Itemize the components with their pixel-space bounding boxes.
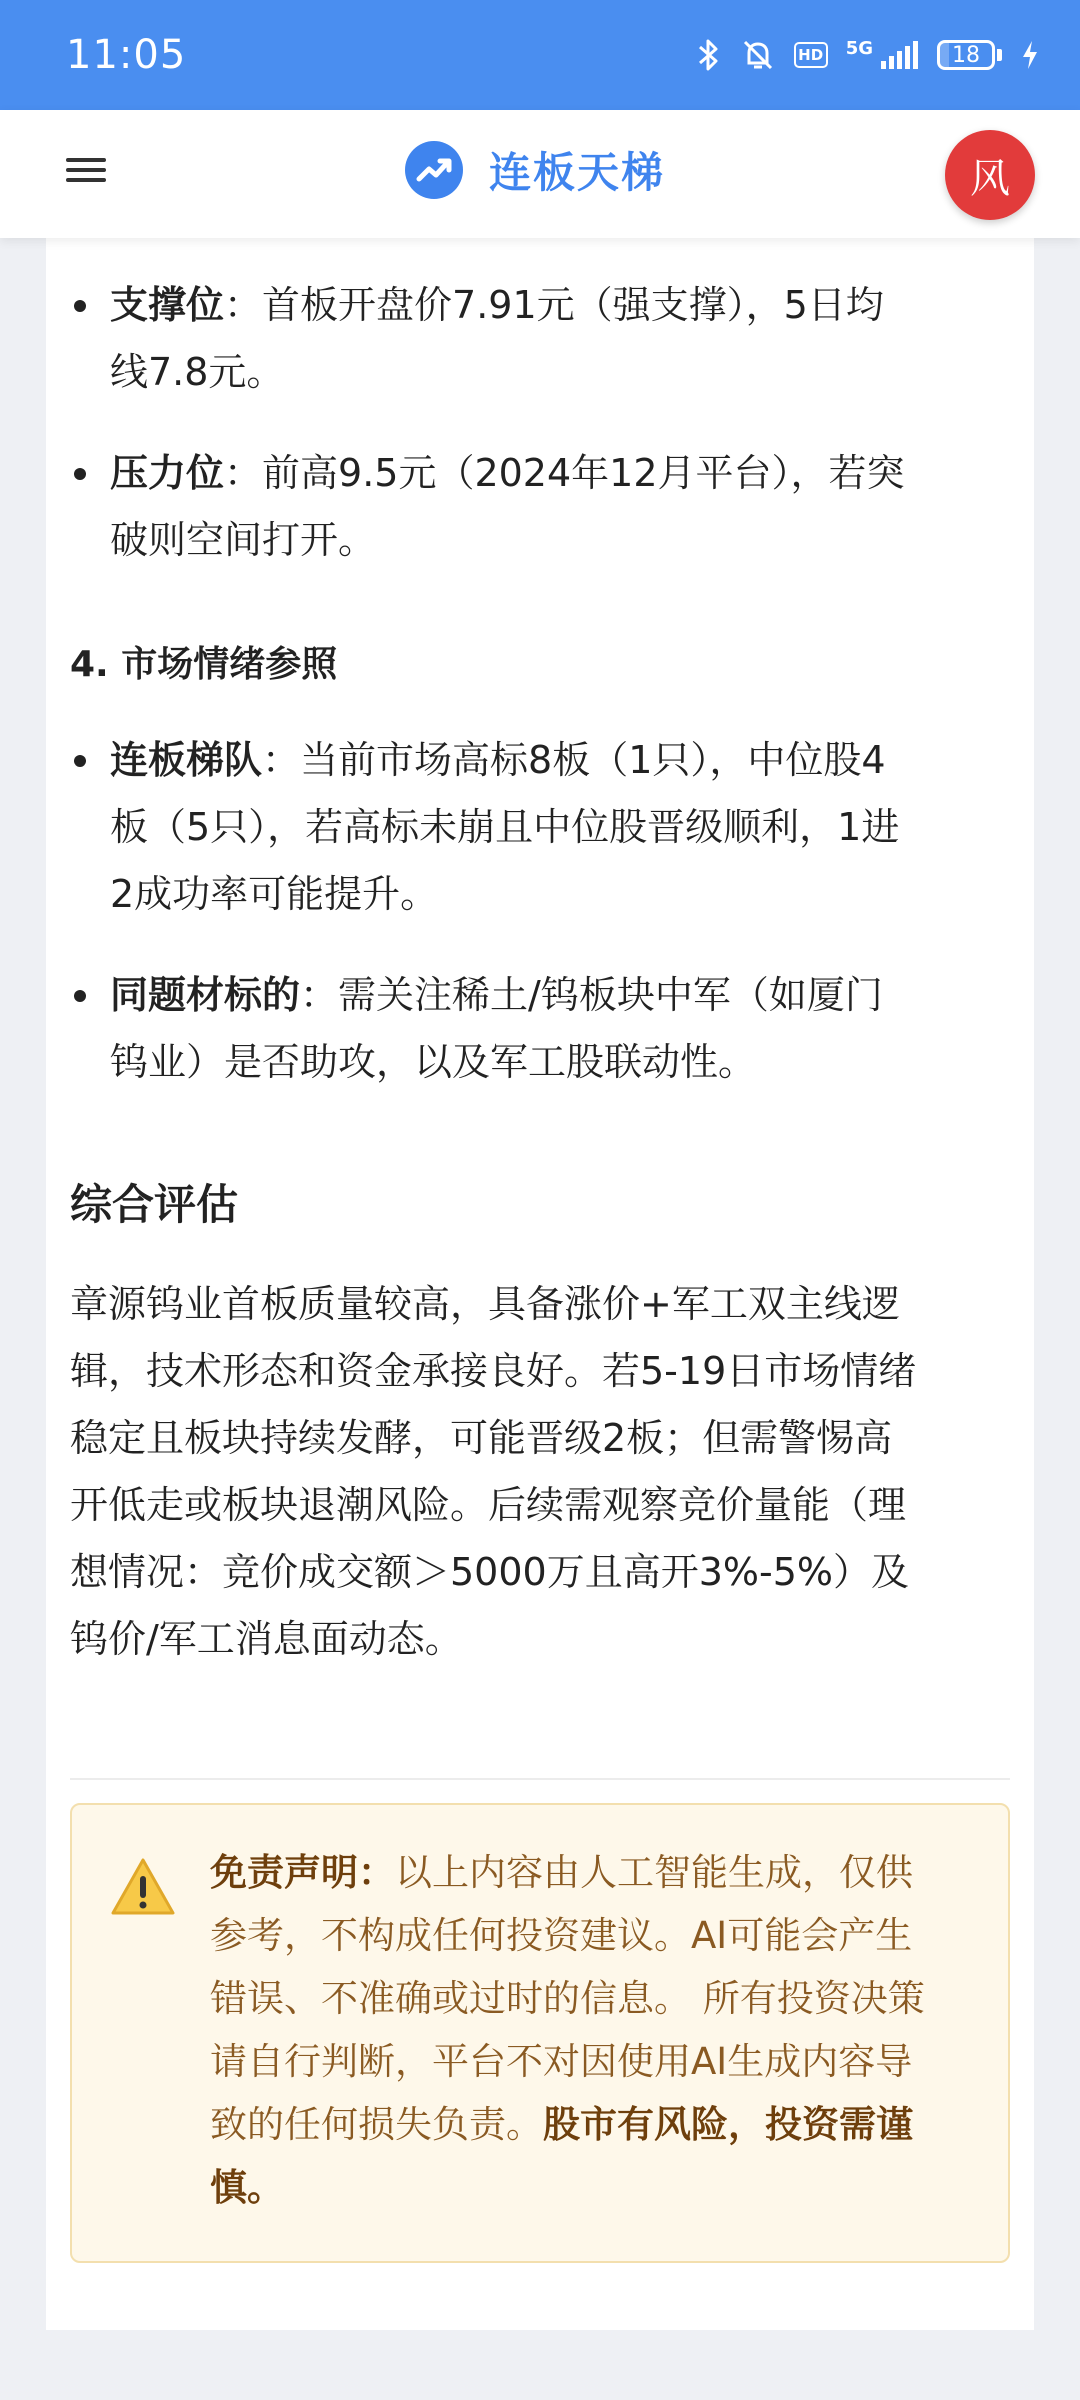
- summary-paragraph: [70, 1271, 1010, 1673]
- network-type: 5G: [845, 37, 873, 59]
- bullet-ladder: [110, 727, 1010, 928]
- avatar-text: 风: [970, 155, 1010, 202]
- status-time: 11:05: [66, 32, 187, 78]
- disclaimer-line3: 错误、不准确或过时的信息。 所有投资决策: [210, 1977, 925, 2020]
- peers-text-line1: ：需关注稀土/钨板块中军（如厦门: [300, 973, 883, 1017]
- avatar[interactable]: [945, 130, 1035, 220]
- divider: [70, 1778, 1010, 1780]
- hamburger-menu-icon[interactable]: [66, 152, 106, 192]
- support-label: 支撑位: [110, 283, 225, 327]
- ladder-text-line3: 2成功率可能提升。: [110, 872, 439, 916]
- disclaimer-emphasis1: 股市有风险，投资需谨: [543, 2103, 913, 2146]
- battery-icon: [937, 40, 1002, 70]
- header-brand: [405, 140, 665, 200]
- disclaimer-line2: 参考，不构成任何投资建议。AI可能会产生: [210, 1914, 913, 1957]
- pressure-text-line1: ：前高9.5元（2024年12月平台），若突: [224, 451, 905, 495]
- trend-chart-icon: [405, 141, 463, 199]
- support-text-line1: ：首板开盘价7.91元（强支撑），5日均: [224, 283, 884, 327]
- summary-line: 辑，技术形态和资金承接良好。若5-19日市场情绪: [70, 1349, 917, 1393]
- battery-level: 18: [952, 42, 980, 68]
- bullet-pressure: [110, 440, 1010, 574]
- pressure-label: 压力位: [110, 451, 225, 495]
- charging-icon: [1020, 39, 1040, 71]
- disclaimer-emphasis2: 慎。: [210, 2166, 284, 2209]
- summary-line: 想情况：竞价成交额＞5000万且高开3%-5%）及: [70, 1550, 909, 1594]
- bell-off-icon: [740, 37, 776, 73]
- app-header: [0, 110, 1080, 238]
- content-card: [46, 238, 1034, 2330]
- pressure-text-line2: 破则空间打开。: [110, 518, 377, 562]
- ladder-text-line1: ：当前市场高标8板（1只），中位股4: [262, 738, 886, 782]
- hd-icon: HD: [794, 42, 828, 68]
- peers-text-line2: 钨业）是否助攻，以及军工股联动性。: [110, 1040, 757, 1084]
- summary-line: 钨价/军工消息面动态。: [70, 1617, 463, 1661]
- signal-icon: [879, 39, 919, 71]
- disclaimer-line1: 以上内容由人工智能生成，仅供: [395, 1851, 913, 1894]
- disclaimer-label: 免责声明：: [210, 1851, 395, 1894]
- bluetooth-icon: [696, 37, 722, 73]
- warning-icon: [110, 1857, 176, 1917]
- disclaimer-box: [70, 1803, 1010, 2263]
- support-text-line2: 线7.8元。: [110, 350, 285, 394]
- summary-line: 章源钨业首板质量较高，具备涨价+军工双主线逻: [70, 1282, 900, 1326]
- section-title-market-sentiment: 4. 市场情绪参照: [70, 644, 338, 685]
- status-icons: [696, 37, 1040, 73]
- disclaimer-line4: 请自行判断，平台不对因使用AI生成内容导: [210, 2040, 913, 2083]
- bullet-peers: [110, 962, 1010, 1096]
- disclaimer-line5: 致的任何损失负责。: [210, 2103, 543, 2146]
- disclaimer-text: [210, 1841, 970, 2219]
- summary-line: 稳定且板块持续发酵，可能晋级2板；但需警惕高: [70, 1416, 893, 1460]
- peers-label: 同题材标的: [110, 973, 301, 1017]
- app-title: 连板天梯: [489, 148, 666, 197]
- status-bar: [0, 0, 1080, 110]
- summary-line: 开低走或板块退潮风险。后续需观察竞价量能（理: [70, 1483, 907, 1527]
- bullet-support: [110, 272, 1010, 406]
- ladder-label: 连板梯队: [110, 738, 263, 782]
- ladder-text-line2: 板（5只），若高标未崩且中位股晋级顺利，1进: [110, 805, 900, 849]
- section-title-summary: 综合评估: [70, 1180, 239, 1229]
